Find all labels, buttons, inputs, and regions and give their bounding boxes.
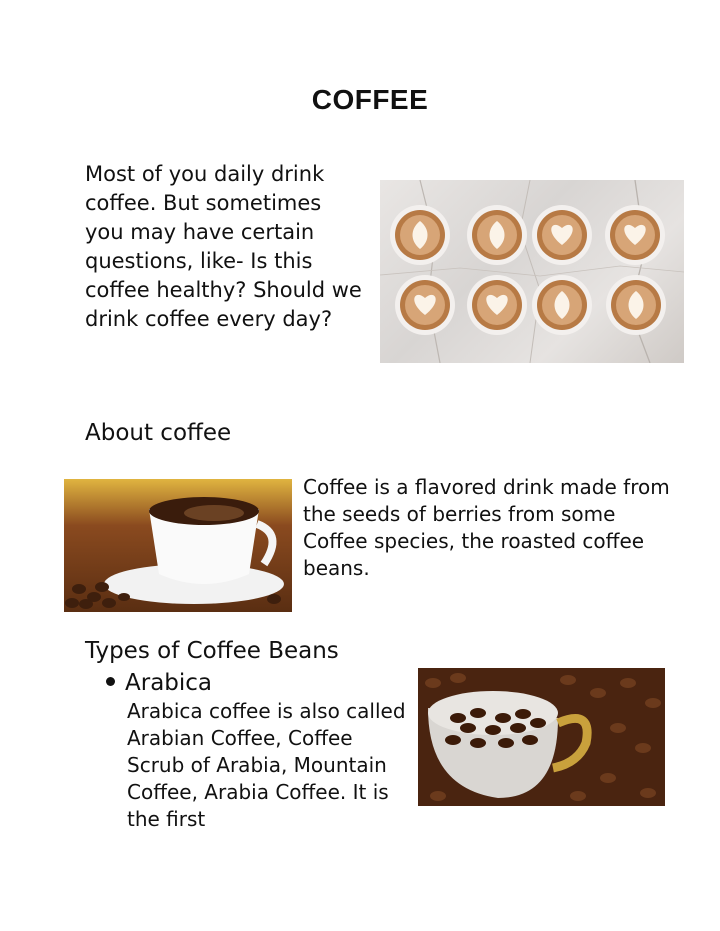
- cup-2: [467, 205, 527, 265]
- arabica-title: Arabica: [125, 670, 213, 696]
- latte-art-image: [380, 180, 684, 363]
- coffee-beans-illustration: [418, 668, 665, 806]
- cup-6: [467, 275, 527, 335]
- list-item-arabica: [106, 668, 212, 698]
- coffee-cup-image: [64, 479, 292, 612]
- coffee-beans-image: [418, 668, 665, 806]
- cup-7: [532, 275, 592, 335]
- cup-4: [605, 205, 665, 265]
- types-heading: Types of Coffee Beans: [85, 638, 339, 664]
- about-heading: About coffee: [85, 420, 232, 446]
- page-title: COFFEE: [311, 84, 429, 115]
- arabica-description: Arabica coffee is also called Arabian Coffee, Coffee Scrub of Arabia, Mountain Coffee, Arabia Coffee. It is the first: [127, 699, 406, 831]
- about-paragraph: Coffee is a flavored drink made from the seeds of berries from some Coffee species, the roasted coffee beans.: [303, 475, 670, 580]
- bullet-icon: [106, 677, 115, 686]
- cup-3: [532, 205, 592, 265]
- cup-5: [395, 275, 455, 335]
- cup-8: [606, 275, 666, 335]
- cup-1: [390, 205, 450, 265]
- coffee-cup-illustration: [64, 479, 292, 612]
- intro-paragraph: Most of you daily drink coffee. But sometimes you may have certain questions, like- Is this coffee healthy? Should we drink coffee every day?: [85, 162, 362, 331]
- latte-art-illustration: [380, 180, 684, 363]
